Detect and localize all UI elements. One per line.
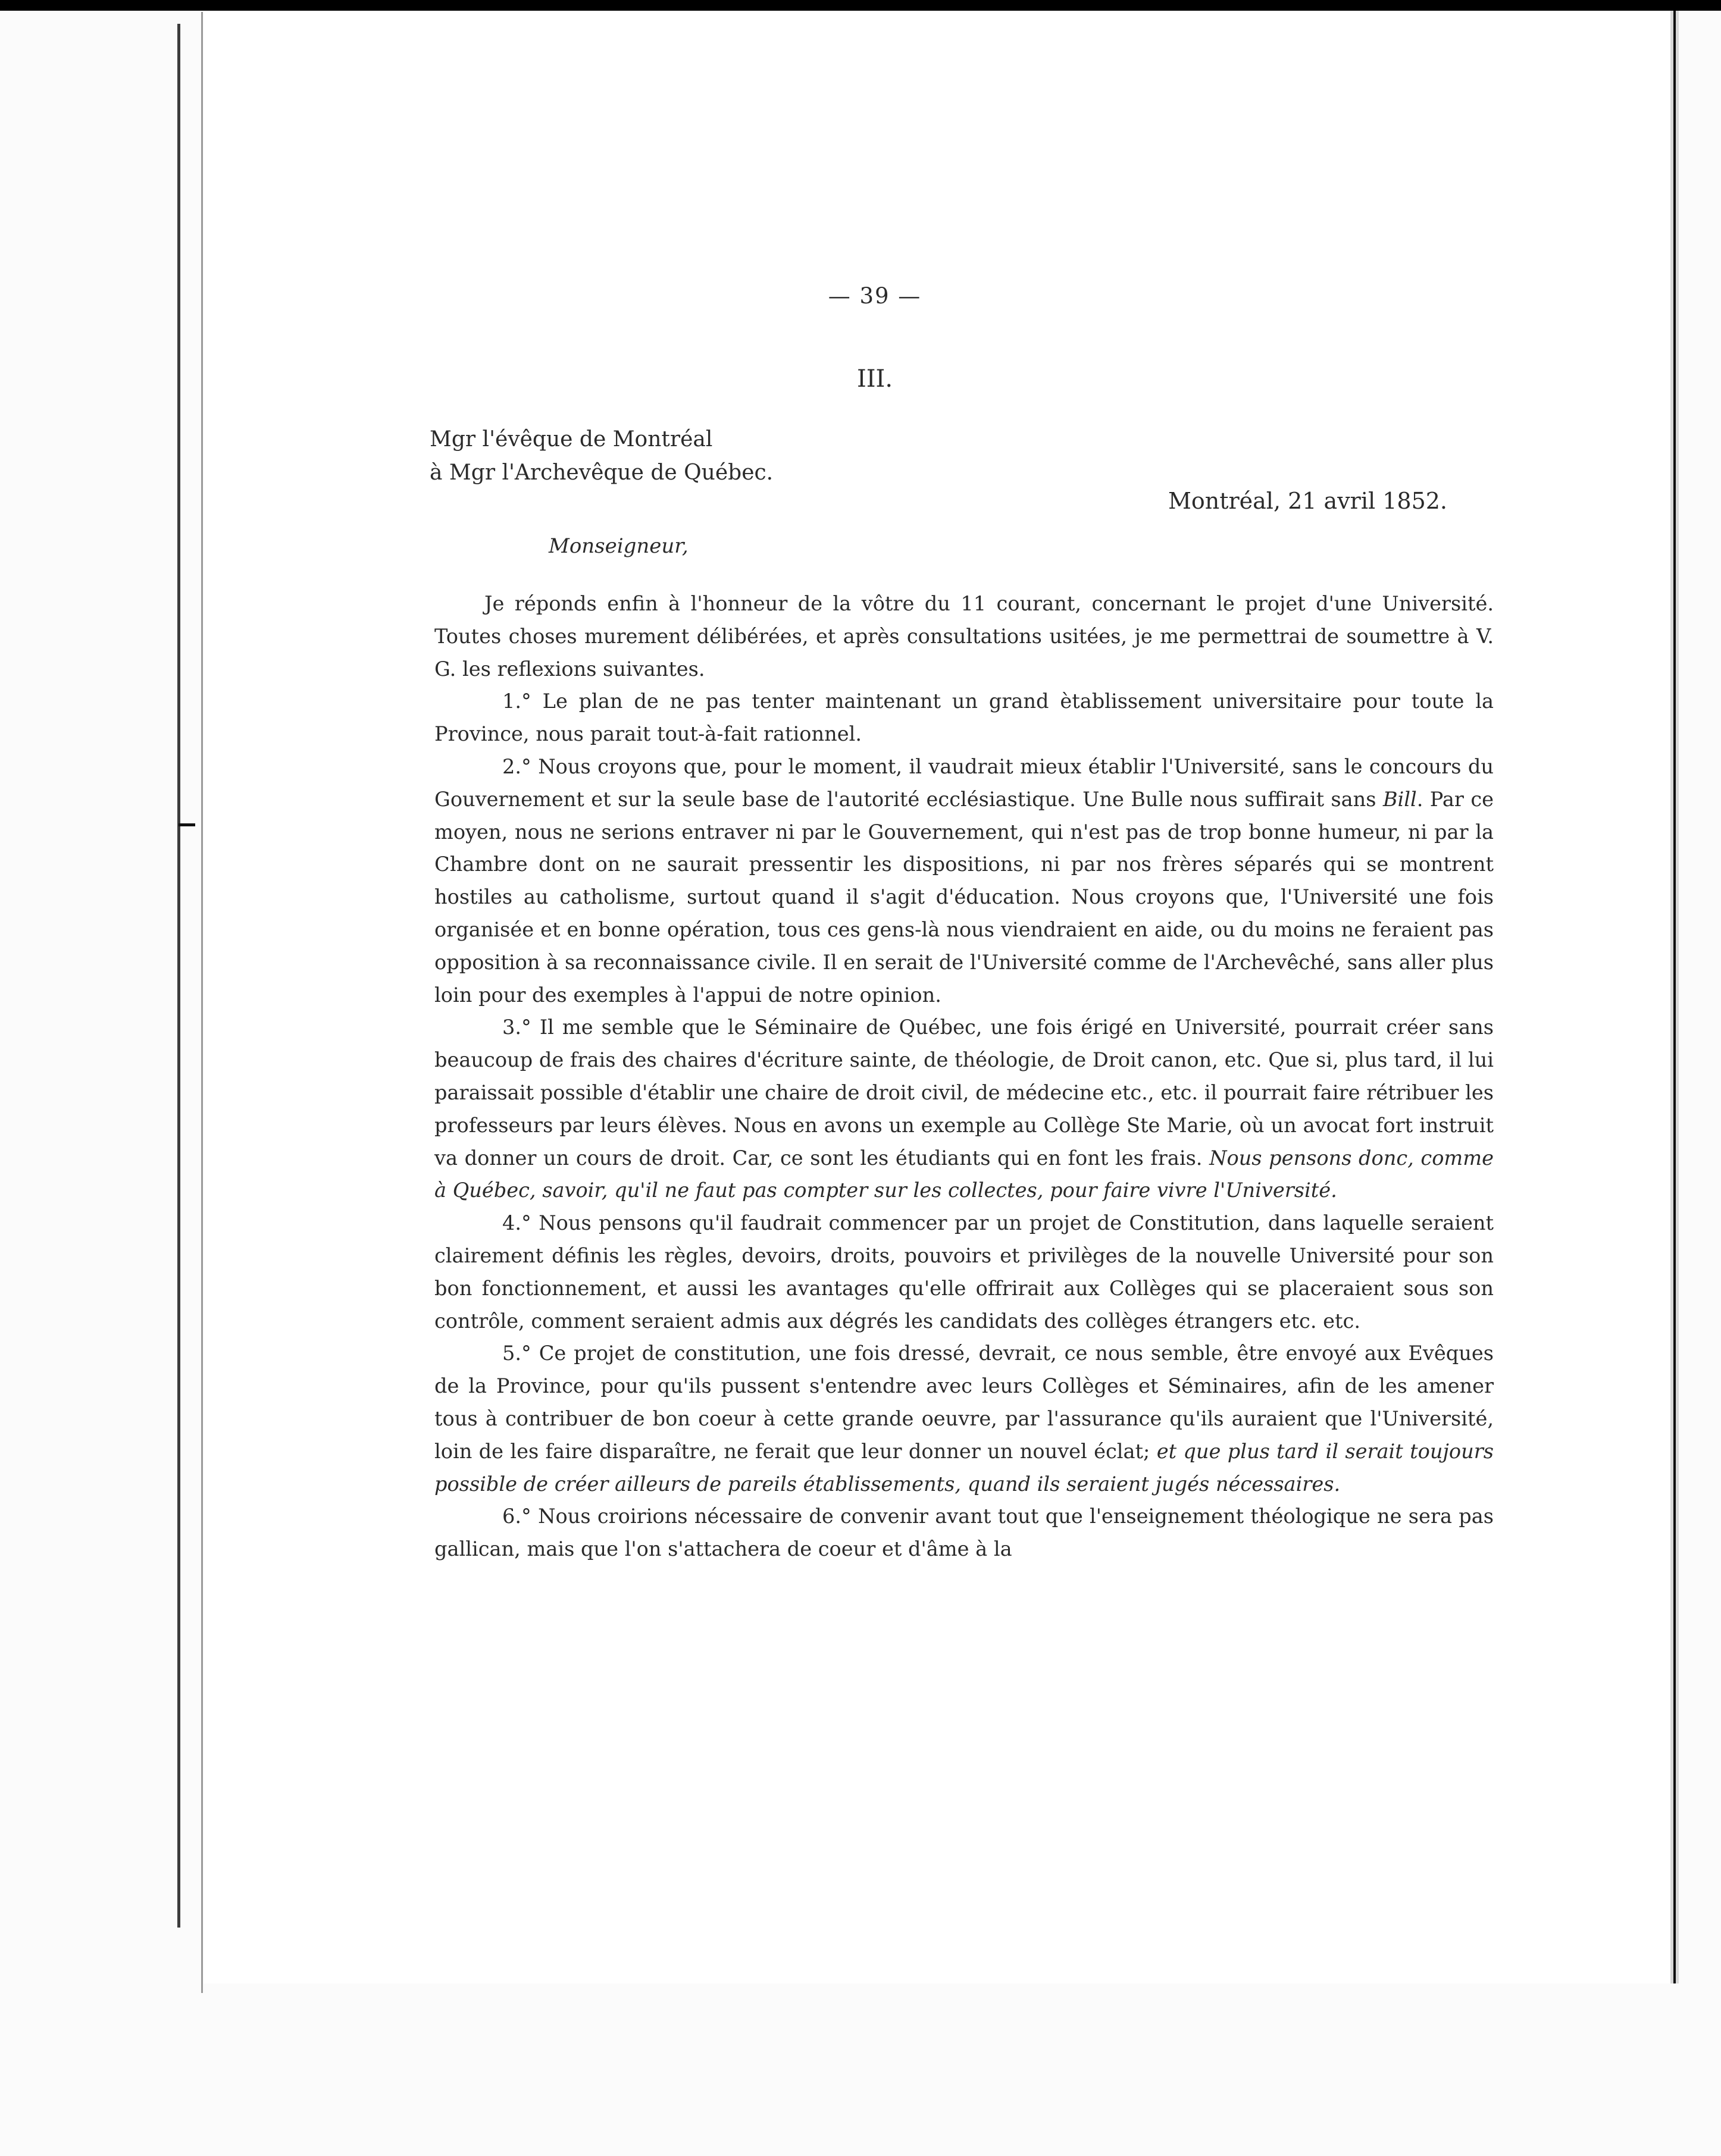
letter-sender: Mgr l'évêque de Montréal [430,427,713,452]
paragraph-3-text: 3.° Il me semble que le Séminaire de Québec, une fois érigé en Université, pourrait créer sans beaucoup de frais des chaires d'écriture sainte, de théologie, de Droit canon, etc. Que si, plus tard, il lui paraissait possible d'établir une chaire de droit civil, de médecine etc., etc. il pourrait faire rétribuer les professeurs par leurs élèves. Nous en avons un exemple au Collège Ste Marie, où un avocat fort instruit va donner un cours de droit. Car, ce sont les étudiants qui en font les frais. [434,1016,1494,1170]
paragraph-3-italic: Nous pensons donc, comme à Québec, savoir, qu'il ne faut pas compter sur les collectes, pour faire vivre l'Université. [434,1146,1494,1202]
letter-dateline: Montréal, 21 avril 1852. [1168,488,1447,514]
paragraph-2-bill: Bill [1382,787,1417,811]
paragraph-3 [434,1011,1494,1207]
letter-salutation: Monseigneur, [549,534,689,558]
document-page [204,11,1670,1983]
paragraph-2-text-b: . Par ce moyen, nous ne serions entraver ni par le Gouvernement, qui n'est pas de trop bonne humeur, ni par la Chambre dont on ne saurait pressentir les dispositions, ni par nos frères séparés qui se montrent hostiles au catholisme, surtout quand il s'agit d'éducation. Nous croyons que, l'Université une fois organisée et en bonne opération, tous ces gens-là nous viendraient en aide, ou du moins ne feraient pas opposition à sa reconnaissance civile. Il en serait de l'Université comme de l'Archevêché, sans aller plus loin pour des exemples à l'appui de notre opinion. [434,787,1494,1007]
section-title: III. [856,365,893,393]
paragraph-2-text-a: 2.° Nous croyons que, pour le moment, il vaudrait mieux établir l'Université, sans le concours du Gouvernement et sur la seule base de l'autorité ecclésiastique. Une Bulle nous suffirait sans [434,754,1494,811]
binding-edge [177,24,180,1928]
binding-edge-secondary [201,12,203,1993]
letter-recipient: à Mgr l'Archevêque de Québec. [430,460,774,485]
paragraph-4: 4.° Nous pensons qu'il faudrait commencer par un projet de Constitution, dans laquelle seraient clairement définis les règles, devoirs, droits, pouvoirs et privilèges de la nouvelle Université pour son bon fonctionnement, et aussi les avantages qu'elle offrirait aux Collèges qui se placeraient sous son contrôle, comment seraient admis aux dégrés les candidats des collèges étrangers etc. etc. [434,1211,1494,1333]
paragraph-1: 1.° Le plan de ne pas tenter maintenant un grand ètablissement universitaire pour toute la Province, nous parait tout-à-fait rationnel. [434,690,1494,746]
margin-mark [179,823,195,826]
paragraph-5-text: 5.° Ce projet de constitution, une fois dressé, devrait, ce nous semble, être envoyé aux Evêques de la Province, pour qu'ils pussent s'entendre avec leurs Collèges et Séminaires, afin de les amener tous à contribuer de bon coeur à cette grande oeuvre, par l'assurance qu'ils auraient que l'Université, loin de les faire disparaître, ne ferait que leur donner un nouvel éclat; [434,1342,1494,1463]
page-number: — 39 — [828,283,922,309]
letter-body [434,588,1494,1566]
paragraph-6: 6.° Nous croirions nécessaire de convenir avant tout que l'enseignement théologique ne sera pas gallican, mais que l'on s'attachera de coeur et d'âme à la [434,1505,1494,1561]
paragraph-intro: Je réponds enfin à l'honneur de la vôtre du 11 courant, concernant le projet d'une Université. Toutes choses murement délibérées, et après consultations usitées, je me permettrai de soumettre à V. G. les reflexions suivantes. [434,592,1494,681]
paragraph-5 [434,1337,1494,1500]
paragraph-2 [434,751,1494,1011]
paragraph-5-italic: et que plus tard il serait toujours possible de créer ailleurs de pareils établissements, quand ils seraient jugés nécessaires. [434,1439,1494,1496]
page-edge [1673,11,1676,1983]
